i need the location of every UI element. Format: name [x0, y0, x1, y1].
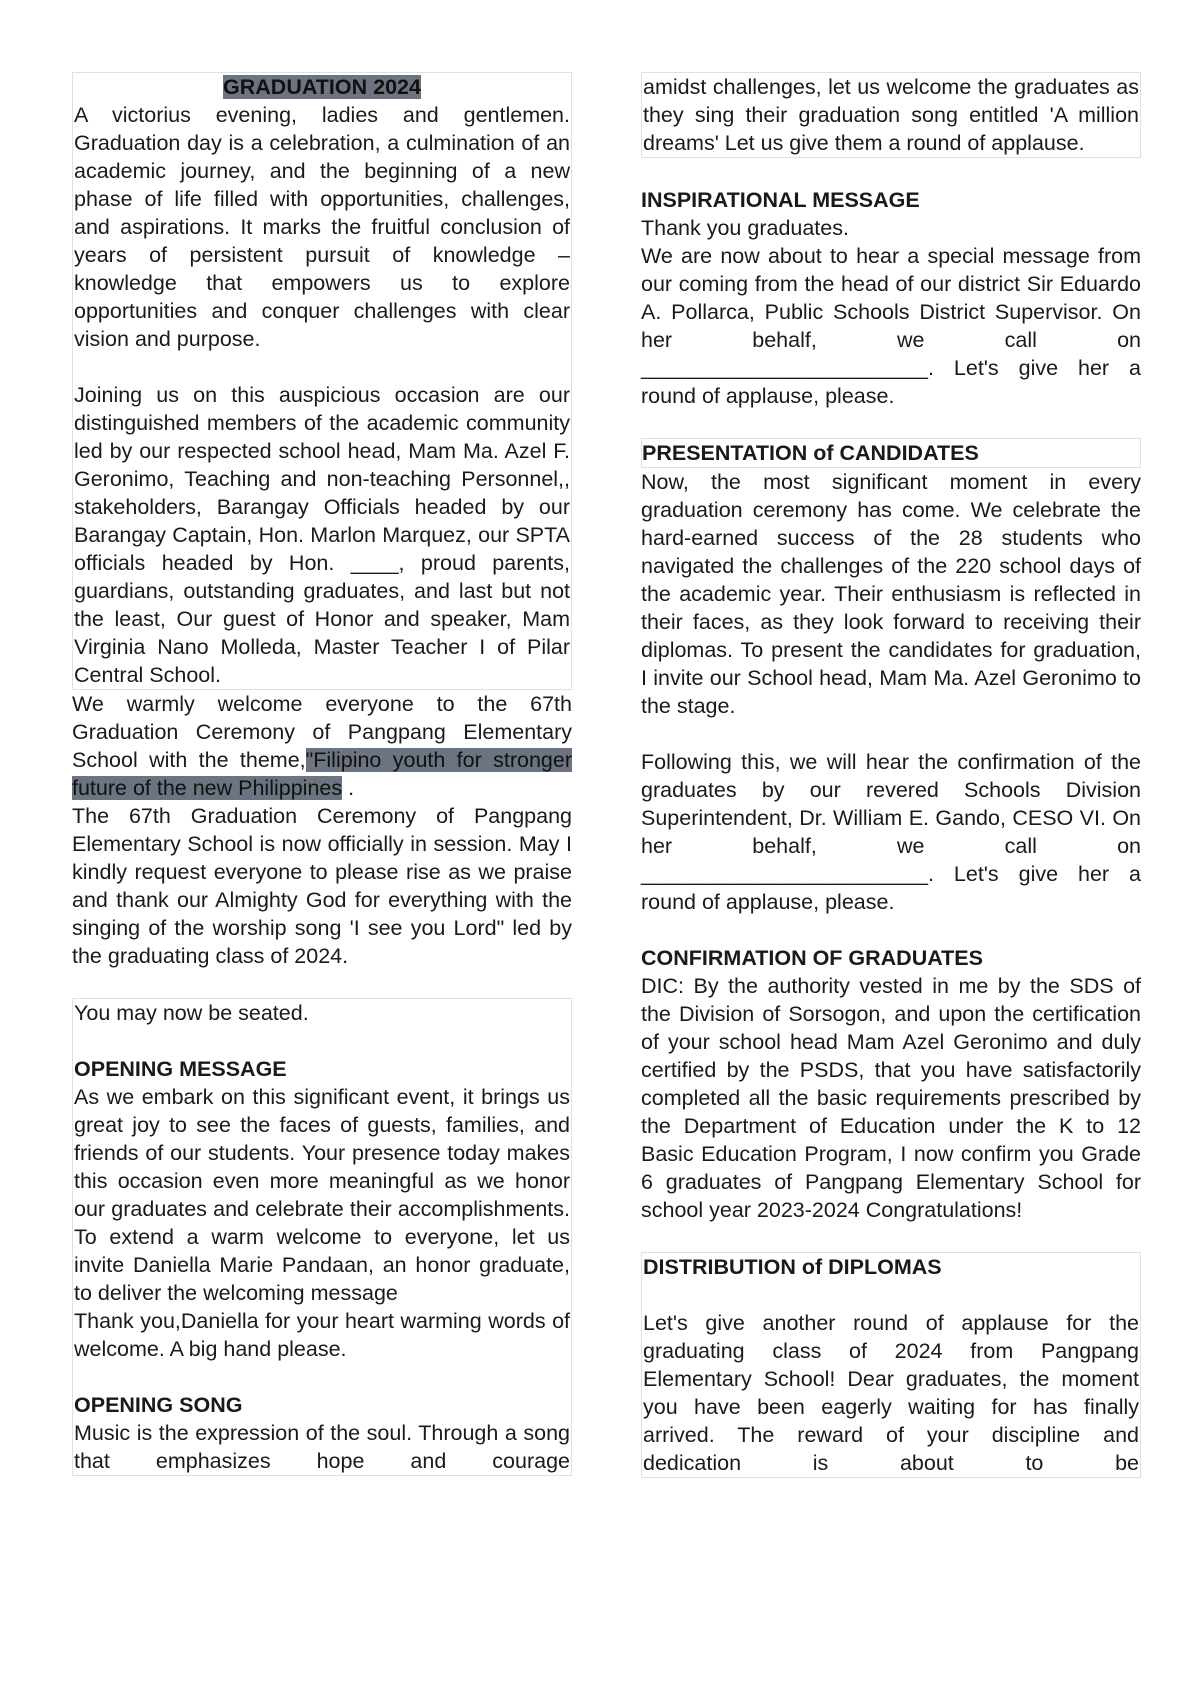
- intro-paragraph: A victorius evening, ladies and gentlemen. Graduation day is a celebration, a culmination of an academic journey, and the beginning of a new phase of life filled with opportunities, challenges, and aspirations. It marks the fruitful conclusion of years of persistent pursuit of knowledge – knowledge that empowers us to explore opportunities and conquer challenges with clear vision and purpose.: [74, 103, 570, 351]
- distribution-paragraph: Let's give another round of applause for the graduating class of 2024 from Pangpang Elementary School! Dear graduates, the moment you have been eagerly waiting for has finally arrived. The reward of your discipline and dedication is about to be: [643, 1311, 1139, 1475]
- right-box-bottom: [641, 1252, 1141, 1478]
- following-paragraph: Following this, we will hear the confirmation of the graduates by our revered Schools Division Superintendent, Dr. William E. Gando, CESO VI. On her behalf, we call on ________________________. Let's give her a round of applause, please.: [641, 750, 1141, 914]
- inspirational-paragraph: We are now about to hear a special message from our coming from the head of our district Sir Eduardo A. Pollarca, Public Schools District Supervisor. On her behalf, we call on ________________________. Let's give her a round of applause, please.: [641, 244, 1141, 408]
- opening-song-heading: OPENING SONG: [74, 1393, 243, 1417]
- spacer: [74, 1363, 570, 1391]
- presentation-paragraph: Now, the most significant moment in every graduation ceremony has come. We celebrate the hard-earned success of the 28 students who navigated the challenges of the 220 school days of the academic year. Their enthusiasm is reflected in their faces, as they look forward to receiving their diplomas. To present the candidates for graduation, I invite our School head, Mam Ma. Azel Geronimo to the stage.: [641, 470, 1141, 718]
- joining-paragraph: Joining us on this auspicious occasion are our distinguished members of the academic community led by our respected school head, Mam Ma. Azel F. Geronimo, Teaching and non-teaching Personnel,, stakeholders, Barangay Officials headed by our Barangay Captain, Hon. Marlon Marquez, our SPTA officials headed by Hon. ____, proud parents, guardians, outstanding graduates, and last but not the least, Our guest of Honor and speaker, Mam Virginia Nano Molleda, Master Teacher I of Pilar Central School.: [74, 383, 570, 687]
- welcome-paragraph: [72, 690, 572, 802]
- spacer: [641, 720, 1141, 748]
- spacer: [641, 1224, 1141, 1252]
- spacer: [74, 1027, 570, 1055]
- welcome-end: .: [342, 776, 355, 800]
- left-box-bottom: [72, 998, 572, 1476]
- opening-message-paragraph: As we embark on this significant event, it brings us great joy to see the faces of guests, families, and friends of our students. Your presence today makes this occasion even more meaningful as we honor our graduates and celebrate their accomplishments. To extend a warm welcome to everyone, let us invite Daniella Marie Pandaan, an honor graduate, to deliver the welcoming message: [74, 1085, 570, 1305]
- inspirational-heading: INSPIRATIONAL MESSAGE: [641, 188, 920, 212]
- opening-message-heading: OPENING MESSAGE: [74, 1057, 287, 1081]
- spacer: [643, 1281, 1139, 1309]
- spacer: [72, 970, 572, 998]
- distribution-heading: DISTRIBUTION of DIPLOMAS: [643, 1255, 942, 1279]
- opening-song-paragraph: Music is the expression of the soul. Through a song that emphasizes hope and courage: [74, 1421, 570, 1473]
- song-continuation-paragraph: amidst challenges, let us welcome the graduates as they sing their graduation song entitled 'A million dreams' Let us give them a round of applause.: [643, 75, 1139, 155]
- spacer: [641, 916, 1141, 944]
- thank-graduates-line: Thank you graduates.: [641, 216, 849, 240]
- theme-highlight: "Filipino youth for stronger future of the new Philippines: [72, 748, 572, 800]
- session-paragraph: The 67th Graduation Ceremony of Pangpang Elementary School is now officially in session. May I kindly request everyone to please rise as we praise and thank our Almighty God for everything with the singing of the worship song 'I see you Lord" led by the graduating class of 2024.: [72, 804, 572, 968]
- spacer: [74, 353, 570, 381]
- right-column: [641, 72, 1141, 1478]
- left-column: [72, 72, 572, 1476]
- seated-line: You may now be seated.: [74, 1001, 309, 1025]
- spacer: [641, 158, 1141, 186]
- confirmation-paragraph: DIC: By the authority vested in me by the SDS of the Division of Sorsogon, and upon the certification of your school head Mam Azel Geronimo and duly certified by the PSDS, that you have satisfactorily completed all the basic requirements prescribed by the Department of Education under the K to 12 Basic Education Program, I now confirm you Grade 6 graduates of Pangpang Elementary School for school year 2023-2024 Congratulations!: [641, 974, 1141, 1222]
- welcome-text: We warmly welcome everyone to the 67th Graduation Ceremony of Pangpang Elementary School with the theme,: [72, 692, 572, 772]
- right-box-top: [641, 72, 1141, 158]
- thank-daniella-paragraph: Thank you,Daniella for your heart warming words of welcome. A big hand please.: [74, 1309, 570, 1361]
- left-box-top: [72, 72, 572, 690]
- title-line: [74, 73, 570, 101]
- document-title: GRADUATION 2024: [223, 75, 421, 99]
- spacer: [641, 410, 1141, 438]
- presentation-heading: PRESENTATION of CANDIDATES: [641, 438, 1141, 468]
- confirmation-heading: CONFIRMATION OF GRADUATES: [641, 946, 983, 970]
